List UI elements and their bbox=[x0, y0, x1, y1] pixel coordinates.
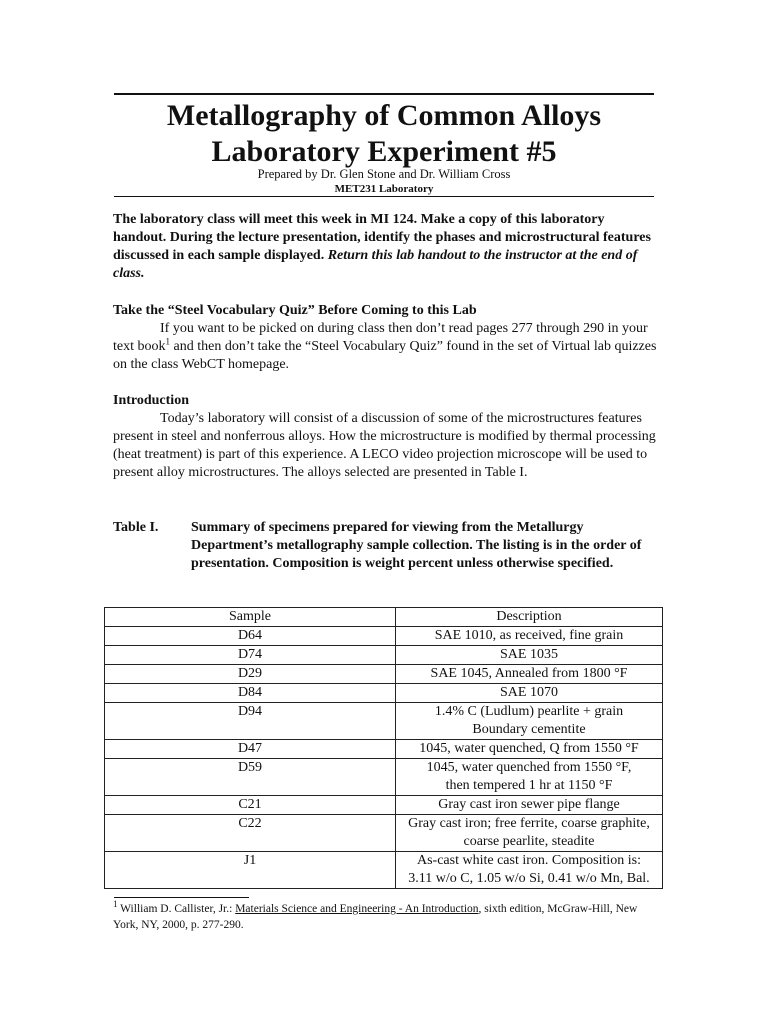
description-cell bbox=[396, 852, 663, 889]
table-row bbox=[105, 684, 663, 703]
description-line: SAE 1070 bbox=[500, 685, 558, 700]
introduction-paragraph: Today’s laboratory will consist of a discussion of some of the microstructures features present in steel and nonferrous alloys. How the microstructure is modified by thermal processing (heat treatment) is part of this experience. A LECO video projection microscope will be used to present alloy microstructures. The alloys selected are presented in Table I. bbox=[113, 411, 656, 480]
table-row bbox=[105, 646, 663, 665]
quiz-section bbox=[113, 302, 658, 374]
description-cell bbox=[396, 796, 663, 815]
description-line: 1045, water quenched from 1550 °F, bbox=[426, 760, 632, 775]
description-cell bbox=[396, 665, 663, 684]
description-line: coarse pearlite, steadite bbox=[463, 834, 595, 849]
table-row bbox=[105, 759, 663, 796]
document-title-line2: Laboratory Experiment #5 bbox=[211, 135, 557, 168]
table-header-row bbox=[105, 608, 663, 627]
table-caption-label: Table I. bbox=[113, 520, 159, 535]
table-row bbox=[105, 852, 663, 889]
table-row bbox=[105, 665, 663, 684]
sample-cell: D47 bbox=[105, 740, 396, 759]
table-row bbox=[105, 815, 663, 852]
intro-emphasis: Return this lab handout to the instructor at the end of class. bbox=[113, 248, 638, 281]
description-line: then tempered 1 hr at 1150 °F bbox=[445, 778, 613, 793]
table-row bbox=[105, 627, 663, 646]
description-cell bbox=[396, 740, 663, 759]
footnote-author: William D. Callister, Jr.: bbox=[117, 903, 236, 915]
introduction-section bbox=[113, 392, 658, 482]
description-line: As-cast white cast iron. Composition is: bbox=[417, 853, 641, 868]
quiz-heading: Take the “Steel Vocabulary Quiz” Before Coming to this Lab bbox=[113, 303, 477, 318]
description-line: Gray cast iron; free ferrite, coarse graphite, bbox=[408, 816, 650, 831]
table-caption-text: Summary of specimens prepared for viewing from the Metallurgy Department’s metallography sample collection. The listing is in the order of presentation. Composition is weight percent unless otherwise specified. bbox=[191, 520, 642, 571]
footnote-reference: 1 bbox=[165, 336, 170, 347]
quiz-text-before: If you want to be picked on during class then don’t read pages 277 through 290 in your text book bbox=[113, 321, 648, 354]
description-cell bbox=[396, 759, 663, 796]
description-line: 1.4% C (Ludlum) pearlite + grain bbox=[434, 704, 624, 719]
footnote-rest: , sixth edition, McGraw-Hill, New York, NY, 2000, p. 277-290. bbox=[113, 903, 638, 931]
prepared-by: Prepared by Dr. Glen Stone and Dr. William Cross bbox=[257, 167, 511, 181]
description-line: 3.11 w/o C, 1.05 w/o Si, 0.41 w/o Mn, Bal. bbox=[408, 871, 650, 886]
table-row bbox=[105, 796, 663, 815]
course-label: MET231 Laboratory bbox=[334, 183, 434, 195]
footnote bbox=[113, 901, 658, 933]
specimens-table bbox=[104, 607, 663, 889]
sample-cell: D84 bbox=[105, 684, 396, 703]
sample-cell: J1 bbox=[105, 852, 396, 889]
description-line: SAE 1045, Annealed from 1800 °F bbox=[430, 666, 628, 681]
description-cell bbox=[396, 646, 663, 665]
description-cell bbox=[396, 627, 663, 646]
description-cell bbox=[396, 815, 663, 852]
document-title-line1: Metallography of Common Alloys bbox=[166, 99, 602, 132]
table-row bbox=[105, 740, 663, 759]
footnote-book-title: Materials Science and Engineering - An Introduction bbox=[235, 903, 479, 915]
table-row bbox=[105, 703, 663, 740]
intro-text: The laboratory class will meet this week in MI 124. Make a copy of this laboratory handout. During the lecture presentation, identify the phases and microstructural features discussed in each sample displayed. bbox=[113, 212, 651, 263]
header-rule bbox=[114, 196, 654, 197]
description-cell bbox=[396, 703, 663, 740]
description-line: SAE 1035 bbox=[500, 647, 558, 662]
description-cell bbox=[396, 684, 663, 703]
sample-cell: D59 bbox=[105, 759, 396, 796]
sample-cell: D29 bbox=[105, 665, 396, 684]
footnote-marker: 1 bbox=[113, 899, 118, 910]
introduction-heading: Introduction bbox=[113, 393, 189, 408]
quiz-text-after: and then don’t take the “Steel Vocabulary Quiz” found in the set of Virtual lab quizzes on the class WebCT homepage. bbox=[113, 339, 657, 372]
column-header-description: Description bbox=[396, 608, 663, 627]
table-body bbox=[105, 627, 663, 889]
quiz-paragraph bbox=[113, 320, 658, 374]
sample-cell: C22 bbox=[105, 815, 396, 852]
sample-cell: D64 bbox=[105, 627, 396, 646]
footnote-rule bbox=[114, 897, 249, 898]
top-rule bbox=[114, 93, 654, 95]
intro-paragraph bbox=[113, 211, 658, 283]
column-header-sample: Sample bbox=[105, 608, 396, 627]
description-line: SAE 1010, as received, fine grain bbox=[434, 628, 624, 643]
sample-cell: C21 bbox=[105, 796, 396, 815]
description-line: Boundary cementite bbox=[472, 722, 586, 737]
sample-cell: D74 bbox=[105, 646, 396, 665]
description-line: 1045, water quenched, Q from 1550 °F bbox=[419, 741, 639, 756]
sample-cell: D94 bbox=[105, 703, 396, 740]
description-line: Gray cast iron sewer pipe flange bbox=[438, 797, 620, 812]
